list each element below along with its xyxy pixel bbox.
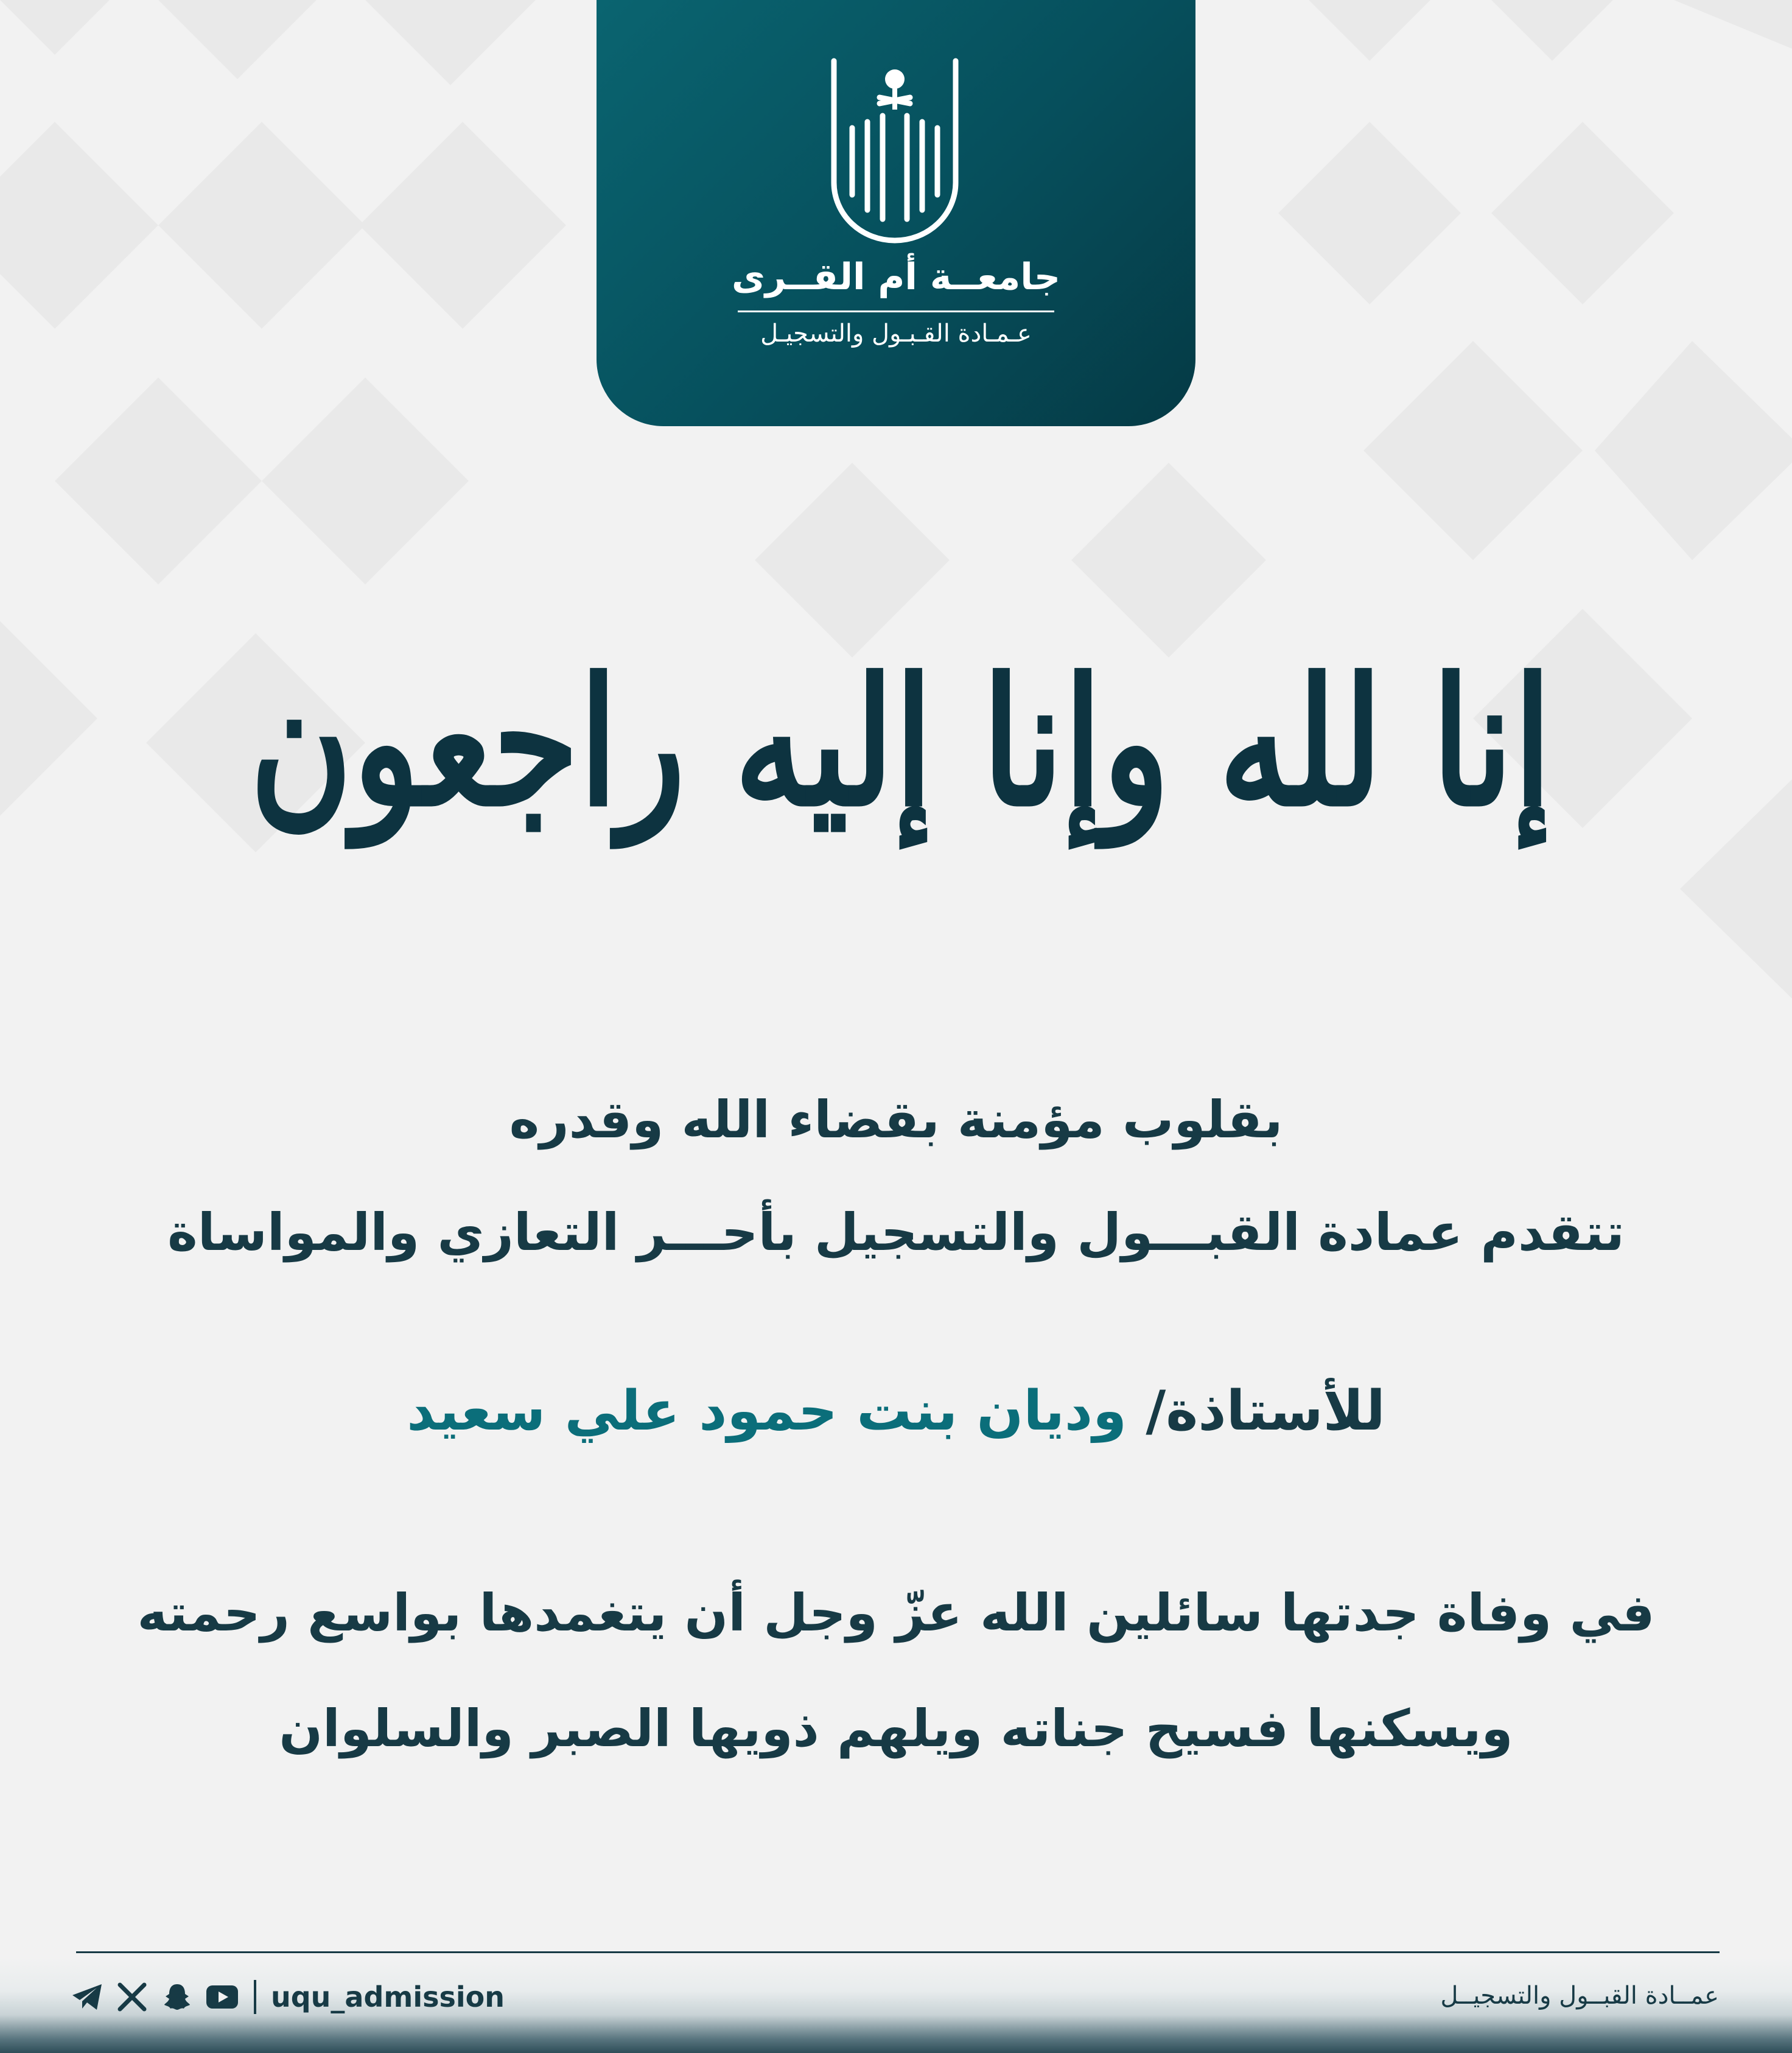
separator	[254, 1980, 256, 2014]
condolence-calligraphy-heading: إنا لله وإنا إليه راجعون	[250, 640, 1552, 846]
university-logo-panel	[597, 0, 1195, 426]
message-line-4: في وفاة جدتها سائلين الله عزّ وجل أن يتغمدها بواسع رحمته	[137, 1583, 1655, 1643]
x-icon[interactable]	[115, 1980, 149, 2014]
telegram-icon[interactable]	[70, 1980, 104, 2014]
umm-al-qura-university-logo	[822, 55, 968, 250]
logo-divider	[738, 311, 1054, 312]
recipient-line	[0, 1379, 1792, 1443]
social-links	[70, 1979, 505, 2015]
message-line-1: بقلوب مؤمنة بقضاء الله وقدره	[509, 1090, 1283, 1149]
footer-deanship-name: عمــادة القبــول والتسجيــل	[1440, 1982, 1719, 2010]
message-line-5: ويسكنها فسيح جناته ويلهم ذويها الصبر والسلوان	[279, 1699, 1513, 1758]
message-line-2: تتقدم عمادة القبـــول والتسجيل بأحـــر التعازي والمواساة	[167, 1202, 1625, 1262]
footer-divider	[76, 1951, 1720, 1953]
recipient-name: وديان بنت حمود علي سعيد	[407, 1379, 1127, 1443]
youtube-icon[interactable]	[205, 1980, 239, 2014]
university-name: جامعــة أم القــرى	[731, 256, 1061, 298]
snapchat-icon[interactable]	[160, 1980, 194, 2014]
deanship-name: عـمـادة القـبـول والتسجيـل	[760, 320, 1032, 348]
recipient-title: للأستاذة/	[1146, 1379, 1385, 1443]
social-handle[interactable]: uqu_admission	[271, 1981, 505, 2013]
